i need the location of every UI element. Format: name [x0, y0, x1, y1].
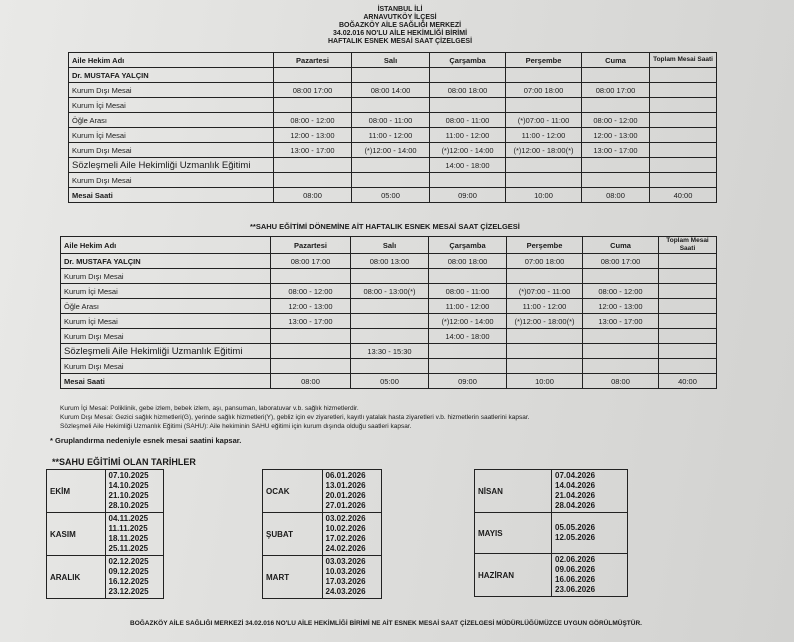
month-days: 03.02.2026 10.02.2026 17.02.2026 24.02.2026 — [322, 513, 382, 556]
table-cell: 08:00 - 12:00 — [274, 113, 352, 128]
column-header: Salı — [351, 237, 429, 254]
table-row — [69, 143, 717, 158]
table-cell: 07:00 18:00 — [507, 254, 583, 269]
table-cell — [271, 344, 351, 359]
row-label: Kurum Dışı Mesai — [69, 143, 274, 158]
table-cell: 09:00 — [429, 374, 507, 389]
table-cell — [352, 158, 430, 173]
table-cell: 08:00 17:00 — [274, 83, 352, 98]
table-row — [61, 284, 717, 299]
table-cell: 08:00 18:00 — [430, 83, 506, 98]
table-cell — [506, 68, 582, 83]
header-district: ARNAVUTKÖY İLÇESİ — [363, 14, 437, 21]
header-row — [61, 237, 717, 254]
table-row — [69, 98, 717, 113]
table-row — [61, 344, 717, 359]
table-cell — [659, 254, 717, 269]
approval-footer: BOĞAZKÖY AİLE SAĞLIĞI MERKEZİ 34.02.016 NO'LU AİLE HEKİMLİĞİ BİRİMİ NE AİT ESNEK MESAİ SAAT ÇİZELGESİ MÜDÜRLÜĞÜMÜZCE UYGUN GÖRÜLMÜŞTÜR. — [130, 620, 642, 627]
table-cell — [429, 359, 507, 374]
table-cell: 08:00 - 11:00 — [430, 113, 506, 128]
table-cell — [659, 329, 717, 344]
table-cell — [659, 314, 717, 329]
table-cell: (*)12:00 - 14:00 — [430, 143, 506, 158]
note-kurum-ici: Kurum İçi Mesai: Poliklinik, gebe izlem, bebek izlem, aşı, pansuman, laboratuvar v.b. sağlık hizmetlerdir. — [60, 405, 359, 412]
table-row — [69, 83, 717, 98]
table-cell — [506, 158, 582, 173]
row-label: Sözleşmeli Aile Hekimliği Uzmanlık Eğitimi — [69, 158, 274, 173]
table-cell: (*)12:00 - 18:00(*) — [506, 143, 582, 158]
month-label: KASIM — [47, 513, 106, 556]
table-cell — [583, 329, 659, 344]
table-cell — [507, 344, 583, 359]
table-cell: 13:00 - 17:00 — [582, 143, 650, 158]
month-days: 07.04.2026 14.04.2026 21.04.2026 28.04.2026 — [552, 470, 628, 513]
table-cell — [271, 269, 351, 284]
month-days: 06.01.2026 13.01.2026 20.01.2026 27.01.2026 — [322, 470, 382, 513]
table-cell: 12:00 - 13:00 — [271, 299, 351, 314]
table-cell — [274, 158, 352, 173]
table-cell: 08:00 - 12:00 — [583, 284, 659, 299]
table-cell — [650, 143, 717, 158]
table-cell — [650, 113, 717, 128]
table-cell: 08:00 17:00 — [583, 254, 659, 269]
month-label: MAYIS — [475, 513, 552, 554]
table-cell: (*)12:00 - 18:00(*) — [507, 314, 583, 329]
table-cell: 08:00 - 11:00 — [429, 284, 507, 299]
month-label: NİSAN — [475, 470, 552, 513]
month-days: 04.11.2025 11.11.2025 18.11.2025 25.11.2025 — [105, 513, 164, 556]
table-cell — [582, 173, 650, 188]
table-cell: 14:00 - 18:00 — [429, 329, 507, 344]
table-cell: 40:00 — [650, 188, 717, 203]
table-row — [69, 113, 717, 128]
note-kurum-disi: Kurum Dışı Mesai: Gezici sağlık hizmetleri(G), yerinde sağlık hizmetleri(Y), gebliz için ev ziyaretleri, kayıtlı yatalak hasta ziyaretleri v.b. hizmetlerin saatlerini kapsar. — [60, 414, 530, 421]
table-cell: 08:00 - 11:00 — [352, 113, 430, 128]
table-cell: (*)12:00 - 14:00 — [429, 314, 507, 329]
month-row — [263, 513, 382, 556]
row-label: Kurum Dışı Mesai — [61, 269, 271, 284]
row-label: Kurum Dışı Mesai — [61, 359, 271, 374]
table-cell: (*)07:00 - 11:00 — [507, 284, 583, 299]
month-label: OCAK — [263, 470, 323, 513]
month-row — [475, 554, 628, 597]
table-cell: 08:00 - 12:00 — [582, 113, 650, 128]
table-row — [61, 269, 717, 284]
dates-table-q4-2025 — [46, 469, 164, 599]
note-sahu: Sözleşmeli Aile Hekimliği Uzmanlık Eğitimi (SAHU): Aile hekiminin SAHU eğitimi için kurum dışında olduğu saatleri kapsar. — [60, 423, 412, 430]
row-label: Mesai Saati — [69, 188, 274, 203]
table-cell — [506, 98, 582, 113]
table-cell: 08:00 — [583, 374, 659, 389]
month-row — [47, 470, 164, 513]
table-cell — [351, 299, 429, 314]
table-cell: 10:00 — [507, 374, 583, 389]
table-cell — [506, 173, 582, 188]
month-label: HAZİRAN — [475, 554, 552, 597]
table-cell — [583, 359, 659, 374]
table-cell: 08:00 13:00 — [351, 254, 429, 269]
row-label: Kurum Dışı Mesai — [61, 329, 271, 344]
table-cell: 13:00 - 17:00 — [583, 314, 659, 329]
table-cell — [274, 68, 352, 83]
row-label: Kurum Dışı Mesai — [69, 173, 274, 188]
month-row — [263, 556, 382, 599]
table-cell — [507, 329, 583, 344]
header-title: HAFTALIK ESNEK MESAİ SAAT ÇİZELGESİ — [327, 38, 473, 45]
table-cell: 13:30 - 15:30 — [351, 344, 429, 359]
table-cell: 12:00 - 13:00 — [582, 128, 650, 143]
month-label: ARALIK — [47, 556, 106, 599]
table-cell: 12:00 - 13:00 — [583, 299, 659, 314]
table-cell — [650, 83, 717, 98]
table-cell: 09:00 — [430, 188, 506, 203]
month-label: MART — [263, 556, 323, 599]
dates-table-q2-2026 — [474, 469, 628, 597]
table-cell: 08:00 - 13:00(*) — [351, 284, 429, 299]
month-days: 02.06.2026 09.06.2026 16.06.2026 23.06.2026 — [552, 554, 628, 597]
table-cell: 08:00 17:00 — [271, 254, 351, 269]
table-cell: 05:00 — [352, 188, 430, 203]
row-label: Kurum İçi Mesai — [61, 284, 271, 299]
table-cell — [659, 269, 717, 284]
table-cell — [271, 359, 351, 374]
dates-table-q1-2026 — [262, 469, 382, 599]
table-cell — [351, 269, 429, 284]
table-cell — [352, 173, 430, 188]
table-row — [69, 188, 717, 203]
row-label: Sözleşmeli Aile Hekimliği Uzmanlık Eğitimi — [61, 344, 271, 359]
table-cell — [352, 68, 430, 83]
row-label: Öğle Arası — [69, 113, 274, 128]
table-row — [69, 68, 717, 83]
table-cell — [429, 344, 507, 359]
table-cell: 07:00 18:00 — [506, 83, 582, 98]
table-cell: 11:00 - 12:00 — [429, 299, 507, 314]
table-cell: 40:00 — [659, 374, 717, 389]
table-cell — [507, 359, 583, 374]
table-row — [69, 128, 717, 143]
table-cell — [659, 359, 717, 374]
header-unit: 34.02.016 NO'LU AİLE HEKİMLİĞİ BİRİMİ — [332, 30, 468, 37]
table-cell — [351, 314, 429, 329]
row-label: Kurum Dışı Mesai — [69, 83, 274, 98]
table-cell — [274, 173, 352, 188]
table-cell: 08:00 — [582, 188, 650, 203]
month-label: EKİM — [47, 470, 106, 513]
row-label: Mesai Saati — [61, 374, 271, 389]
column-header: Toplam Mesai Saati — [650, 53, 717, 68]
month-row — [475, 470, 628, 513]
table-cell: 08:00 18:00 — [429, 254, 507, 269]
table-cell: 08:00 14:00 — [352, 83, 430, 98]
month-row — [47, 513, 164, 556]
row-label: Dr. MUSTAFA YALÇIN — [61, 254, 271, 269]
column-header: Pazartesi — [271, 237, 351, 254]
table-cell: 08:00 - 12:00 — [271, 284, 351, 299]
column-header: Salı — [352, 53, 430, 68]
table-row — [61, 359, 717, 374]
sahu-schedule-title: **SAHU EĞİTİMİ DÖNEMİNE AİT HAFTALIK ESNEK MESAİ SAAT ÇİZELGESİ — [250, 222, 520, 231]
column-header: Aile Hekim Adı — [61, 237, 271, 254]
table-cell — [351, 359, 429, 374]
month-days: 05.05.2026 12.05.2026 — [552, 513, 628, 554]
table-cell: 11:00 - 12:00 — [507, 299, 583, 314]
column-header: Çarşamba — [429, 237, 507, 254]
table-cell — [582, 158, 650, 173]
table-row — [61, 374, 717, 389]
column-header: Perşembe — [507, 237, 583, 254]
table-cell — [659, 299, 717, 314]
sahu-schedule-table — [60, 236, 717, 389]
table-row — [61, 299, 717, 314]
table-cell: 08:00 — [271, 374, 351, 389]
header-center: BOĞAZKÖY AİLE SAĞLIĞI MERKEZİ — [338, 22, 462, 29]
column-header: Cuma — [583, 237, 659, 254]
table-cell: 10:00 — [506, 188, 582, 203]
month-days: 03.03.2026 10.03.2026 17.03.2026 24.03.2026 — [322, 556, 382, 599]
table-cell: 12:00 - 13:00 — [274, 128, 352, 143]
table-cell — [650, 173, 717, 188]
table-cell — [659, 284, 717, 299]
dates-title: **SAHU EĞİTİMİ OLAN TARİHLER — [52, 457, 196, 467]
table-cell: 13:00 - 17:00 — [274, 143, 352, 158]
column-header: Toplam Mesai Saati — [659, 237, 717, 254]
table-cell — [650, 158, 717, 173]
table-row — [69, 173, 717, 188]
table-cell: 05:00 — [351, 374, 429, 389]
month-days: 07.10.2025 14.10.2025 21.10.2025 28.10.2025 — [105, 470, 164, 513]
table-cell — [583, 344, 659, 359]
table-cell: 13:00 - 17:00 — [271, 314, 351, 329]
table-cell: (*)07:00 - 11:00 — [506, 113, 582, 128]
star-note: * Gruplandırma nedeniyle esnek mesai saatini kapsar. — [50, 436, 242, 445]
table-cell — [352, 98, 430, 113]
row-label: Kurum İçi Mesai — [69, 98, 274, 113]
table-cell: 08:00 17:00 — [582, 83, 650, 98]
table-cell — [429, 269, 507, 284]
row-label: Dr. MUSTAFA YALÇIN — [69, 68, 274, 83]
table-cell: (*)12:00 - 14:00 — [352, 143, 430, 158]
column-header: Aile Hekim Adı — [69, 53, 274, 68]
table-cell — [430, 68, 506, 83]
table-cell — [650, 128, 717, 143]
table-cell — [430, 173, 506, 188]
table-cell — [271, 329, 351, 344]
header-row — [69, 53, 717, 68]
row-label: Kurum İçi Mesai — [61, 314, 271, 329]
document-header — [260, 6, 540, 46]
table-cell — [351, 329, 429, 344]
month-days: 02.12.2025 09.12.2025 16.12.2025 23.12.2025 — [105, 556, 164, 599]
table-cell — [659, 344, 717, 359]
table-cell — [583, 269, 659, 284]
month-label: ŞUBAT — [263, 513, 323, 556]
month-row — [263, 470, 382, 513]
table-cell — [650, 68, 717, 83]
column-header: Pazartesi — [274, 53, 352, 68]
table-cell — [430, 98, 506, 113]
column-header: Çarşamba — [430, 53, 506, 68]
table-row — [69, 158, 717, 173]
table-cell — [582, 68, 650, 83]
weekly-schedule-table — [68, 52, 717, 203]
table-cell: 11:00 - 12:00 — [430, 128, 506, 143]
table-cell — [274, 98, 352, 113]
table-cell — [650, 98, 717, 113]
table-row — [61, 254, 717, 269]
table-row — [61, 314, 717, 329]
month-row — [47, 556, 164, 599]
row-label: Öğle Arası — [61, 299, 271, 314]
column-header: Cuma — [582, 53, 650, 68]
table-cell: 08:00 — [274, 188, 352, 203]
column-header: Perşembe — [506, 53, 582, 68]
table-row — [61, 329, 717, 344]
table-cell: 11:00 - 12:00 — [352, 128, 430, 143]
table-cell — [507, 269, 583, 284]
header-province: İSTANBUL İLİ — [377, 6, 423, 13]
row-label: Kurum İçi Mesai — [69, 128, 274, 143]
month-row — [475, 513, 628, 554]
table-cell — [582, 98, 650, 113]
table-cell: 14:00 - 18:00 — [430, 158, 506, 173]
table-cell: 11:00 - 12:00 — [506, 128, 582, 143]
